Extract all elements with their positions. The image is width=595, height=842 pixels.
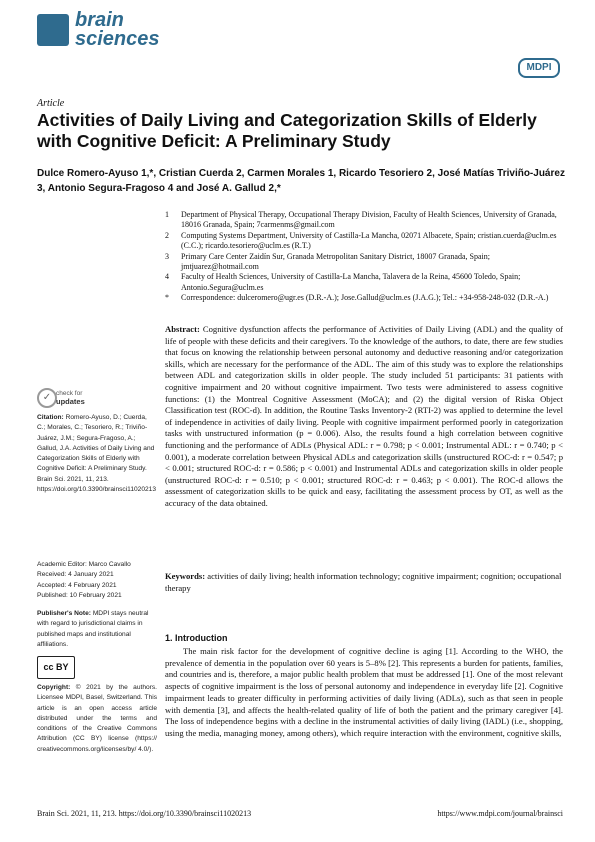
citation-block xyxy=(37,413,157,495)
footer-citation[interactable]: Brain Sci. 2021, 11, 213. https://doi.org/10.3390/brainsci11020213 xyxy=(37,809,252,818)
journal-name xyxy=(75,11,160,49)
publisher-note xyxy=(37,609,157,650)
footer-journal-link[interactable]: https://www.mdpi.com/journal/brainsci xyxy=(437,809,563,818)
keywords-text: activities of daily living; health information technology; cognitive impairment; cognition; occupational therapy xyxy=(165,571,562,593)
cc-license-icon[interactable]: cc BY xyxy=(37,656,75,679)
published-date: Published: 10 February 2021 xyxy=(37,591,122,599)
check-updates-label[interactable]: check for xyxy=(56,390,83,397)
publisher-note-label: Publisher's Note: xyxy=(37,610,91,617)
section-heading: 1. Introduction xyxy=(165,633,228,643)
page-footer xyxy=(37,809,563,818)
check-updates-icon[interactable]: ✓ xyxy=(37,388,57,408)
accepted-date: Accepted: 4 February 2021 xyxy=(37,581,117,589)
affiliation-item: 4 Faculty of Health Sciences, University of Castilla-La Mancha, Talavera de la Reina, 45600 Toledo, Spain; Antonio.Segura@uclm.es xyxy=(165,272,521,292)
abstract-label: Abstract: xyxy=(165,324,200,334)
abstract-text: Cognitive dysfunction affects the performance of Activities of Daily Living (ADL) and the quality of life of people with these deficits and their caregivers. To the knowledge of the authors, to date, there are few studies that focus on knowing the relationship between personal autonomy and deductive reasoning and/or categorization skills, which are necessary for the performance of the ADL. The aim of this study was to explore the relationships between ADL and categorization skills in older people. The study included 51 participants: 31 patients with cognitive impairment and 20 without cognitive impairment. Two tests were administered to assess cognitive functions: (1) the Montreal Cognitive Assessment (MoCA); and (2) the digital version of Riska Object Classification test (ROC-d). In addition, the Routine Tasks Inventory-2 (RTI-2) was applied to determine the level of independence in activities of daily living. People with cognitive impairment performed poorly in categorization tasks with unstructured information (p = 0.006). Also, the results found a high correlation between cognitive functioning and the performance of ADLs (Physical ADL: r = 0.798; p < 0.001; Instrumental ADL: r = 0.740; p < 0.001), a moderate correlation between Physical ADLs and categorization skills (unstructured ROC-d: r = 0.547; p < 0.001; structured ROC-d: r = 0.586; p < 0.001) and Instrumental ADLs and categorization skills in older people (unstructured ROC-d: r = 0.510; p < 0.001; structured ROC-d: r = 0.463; p < 0.001). The ROC-d allows the assessment of categorization skills to be quick and easy, facilitating the assessment process by OT, as well as the accuracy of the data obtained. xyxy=(165,324,563,508)
dates-block xyxy=(37,560,157,601)
keywords xyxy=(165,571,563,594)
citation-text: Romero-Ayuso, D.; Cuerda, C.; Morales, C.; Tesoriero, R.; Triviño-Juárez, J.M.; Segura-Fragoso, A.; Gallud, J.A. Activities of Daily Living and Categorization Skills of Elderly with Cognitive Deficit: A Preliminary Study. Brain Sci. 2021, 11, 213. https://doi.org/10.3390/brainsci11020213 xyxy=(37,414,157,494)
affiliation-item: 3 Primary Care Center Zaidín Sur, Granada Metropolitan Sanitary District, 18007 Granada, Spain; jmtjuarez@hotmail.com xyxy=(165,251,490,272)
affiliation-item: 2 Computing Systems Department, University of Castilla-La Mancha, 02071 Albacete, Spain; cristian.cuerda@uclm.es (C.C.); ricardo.tesoriero@uclm.es (R.T.) xyxy=(165,230,557,251)
correspondence-item: * Correspondence: dulceromero@ugr.es (D.R.-A.); Jose.Gallud@uclm.es (J.A.G.); Tel.: +34-958-248-032 (D.R.-A.) xyxy=(165,293,549,303)
journal-name-line1: brain xyxy=(75,9,124,31)
abstract xyxy=(165,324,563,510)
affiliation-item: 1 Department of Physical Therapy, Occupational Therapy Division, Faculty of Health Sciences, University of Granada, 18016 Granada, Spain; 7carmenms@gmail.com xyxy=(165,210,557,230)
page-title: Activities of Daily Living and Categorization Skills of Elderly with Cognitive Deficit: A Preliminary Study xyxy=(37,110,537,151)
journal-name-line2: sciences xyxy=(75,28,160,50)
article-type: Article xyxy=(37,98,65,109)
citation-label: Citation: xyxy=(37,414,64,421)
author-list: Dulce Romero-Ayuso 1,*, Cristian Cuerda 2, Carmen Morales 1, Ricardo Tesoriero 2, José Matías Triviño-Juárez 3, Antonio Segura-Fragoso 4 and José A. Gallud 2,* xyxy=(37,168,565,194)
affiliations xyxy=(165,210,565,304)
copyright-label: Copyright: xyxy=(37,684,71,691)
received-date: Received: 4 January 2021 xyxy=(37,571,114,579)
publisher-logo[interactable]: MDPI xyxy=(518,58,560,78)
keywords-label: Keywords: xyxy=(165,571,206,581)
journal-logo-icon xyxy=(37,14,69,46)
academic-editor: Academic Editor: Marco Cavallo xyxy=(37,561,131,568)
introduction-text: The main risk factor for the development of cognitive decline is aging [1]. According to the WHO, the prevalence of dementia in the population over 60 years is 5–8% [2]. This represents a burden for patients, families, and countries and is, therefore, a major public health problem that must be addressed [1]. One of the most relevant aspects of cognitive impairment is the loss of personal autonomy and independence in everyday life [2]. Cognitive impairment leads to greater difficulty in performing activities of daily living (ADLs), such as that seen in people with dementia [3], and affects the health-related quality of life of both the patient and the primary caregiver [4]. The loss of independence begins with a decline in the instrumental activities of daily living (IADL) (i.e., shopping, using the media, managing money, among others), which require interaction with the environment, cognitive skills, xyxy=(165,646,563,738)
copyright-block xyxy=(37,683,157,755)
copyright-text: © 2021 by the authors. Licensee MDPI, Basel, Switzerland. This article is an open access article distributed under the terms and conditions of the Creative Commons Attribution (CC BY) license (https:// creativecommons.org/licenses/by/ 4.0/). xyxy=(37,684,157,753)
check-updates-label-bold[interactable]: updates xyxy=(56,397,85,406)
publisher-note-text: MDPI stays neutral with regard to jurisdictional claims in published maps and institutional affiliations. xyxy=(37,610,149,648)
